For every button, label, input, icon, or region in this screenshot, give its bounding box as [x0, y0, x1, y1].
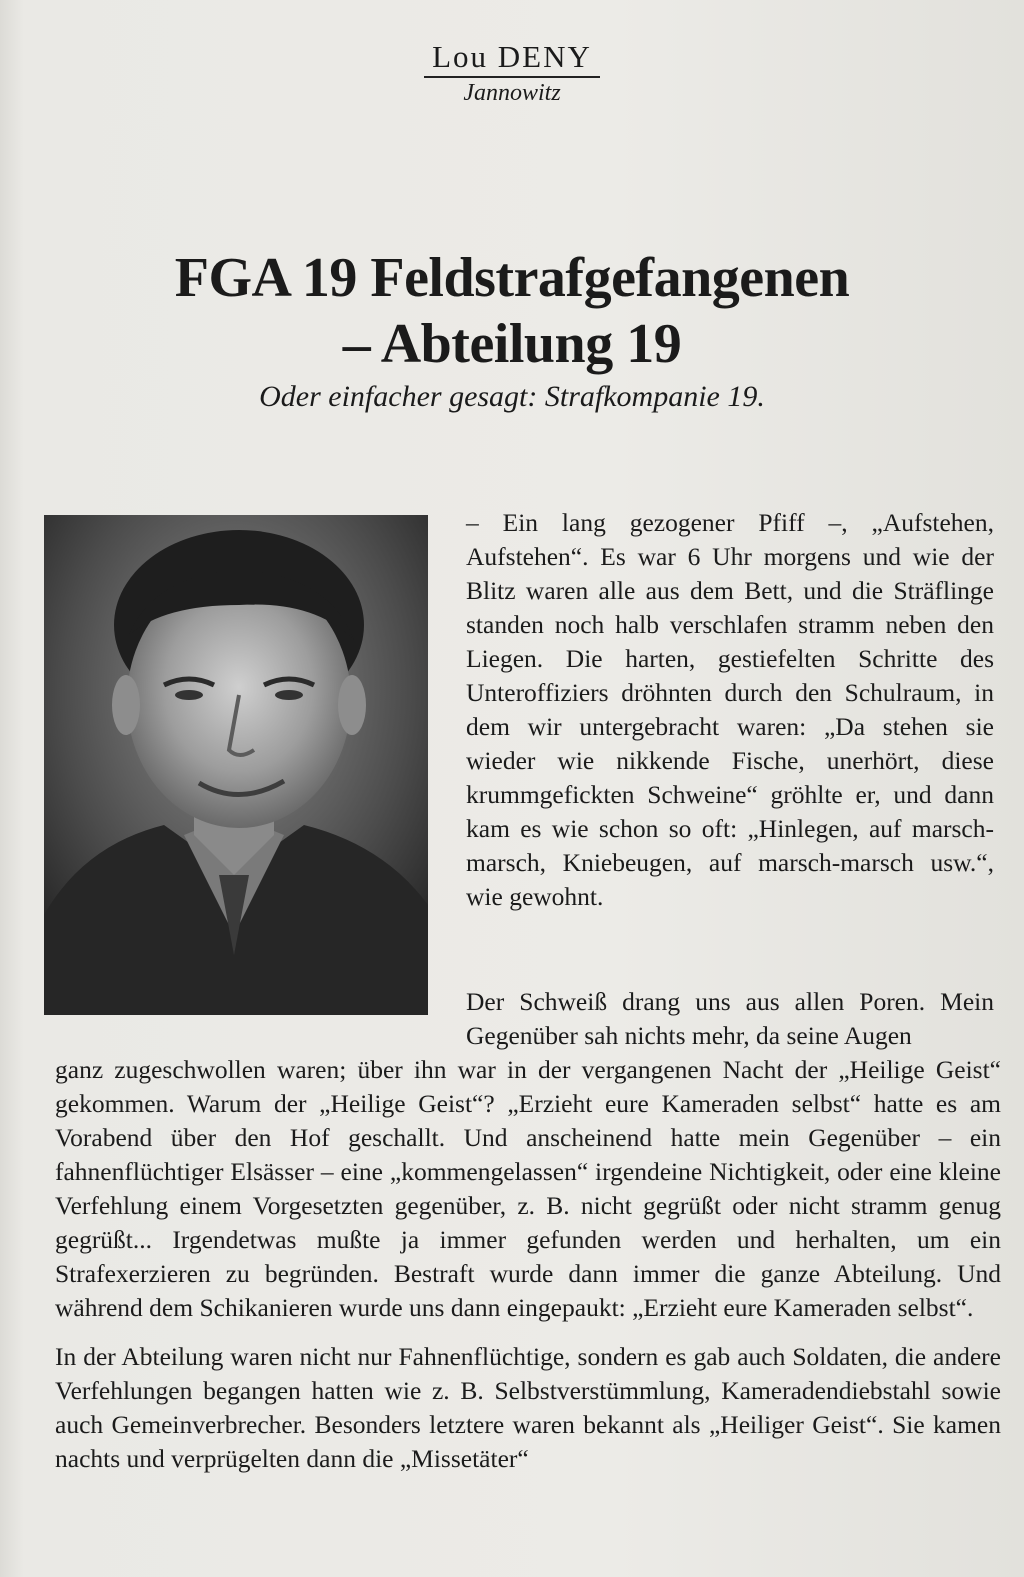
- portrait-illustration: [44, 515, 428, 1015]
- paragraph-3: In der Abteilung waren nicht nur Fahnenflüchtige, sondern es gab auch Soldaten, die andere Verfehlungen begangen hatten wie z. B. Selbstverstümmlung, Kameradendiebstahl sowie auch Gemeinverbrecher. Besonders letztere waren bekannt als „Heiliger Geist“. Sie kamen nachts und verprügelten dann die „Missetäter“: [55, 1342, 1001, 1473]
- text-column-right: [466, 506, 994, 929]
- portrait-photo: [44, 515, 428, 1015]
- author-name: Lou DENY: [424, 38, 600, 78]
- text-full-width: [55, 1053, 1001, 1491]
- author-place: Jannowitz: [463, 80, 561, 106]
- paragraph-1: – Ein lang gezogener Pfiff –, „Aufstehen, Aufstehen“. Es war 6 Uhr morgens und wie der Blitz waren alle aus dem Bett, und die Sträflinge standen noch halb verschlafen stramm neben den Liegen. Die harten, gestiefelten Schritte des Unteroffiziers dröhnten durch den Schulraum, in dem wir untergebracht waren: „Da stehen sie wieder wie nikkende Fische, unerhört, diese krummgefickten Schweine“ gröhlte er, und dann kam es wie schon so oft: „Hinlegen, auf marsch-marsch, Kniebeugen, auf marsch-marsch usw.“, wie gewohnt.: [466, 508, 994, 911]
- title-line-1: FGA 19 Feldstrafgefangenen: [174, 247, 850, 309]
- article-header: [0, 38, 1024, 107]
- paragraph-2-rest: ganz zugeschwollen waren; über ihn war in der vergangenen Nacht der „Heilige Geist“ gekommen. Warum der „Heilige Geist“? „Erzieht eure Kameraden selbst“ hatte es am Vorabend über den Hof geschallt. Und anscheinend hatte mein Gegenüber – ein fahnenflüchtiger Elsässer – eine „kommengelassen“ irgendeine Nichtigkeit, oder eine kleine Verfehlung einem Vorgesetzten gegenüber, z. B. nicht gegrüßt oder nicht stramm genug gegrüßt... Irgendetwas mußte ja immer gefunden werden und herhalten, um ein Strafexerzieren zu begründen. Bestraft wurde dann immer die ganze Abteilung. Und während dem Schikanieren wurde uns dann eingepaukt: „Erzieht eure Kameraden selbst“.: [55, 1055, 1001, 1322]
- title-line-2: – Abteilung 19: [342, 313, 682, 375]
- paragraph-2-start: Der Schweiß drang uns aus allen Poren. Mein Gegenüber sah nichts mehr, da seine Augen: [466, 987, 994, 1050]
- article-subtitle: Oder einfacher gesagt: Strafkompanie 19.: [259, 380, 765, 413]
- article-title: [0, 245, 1024, 377]
